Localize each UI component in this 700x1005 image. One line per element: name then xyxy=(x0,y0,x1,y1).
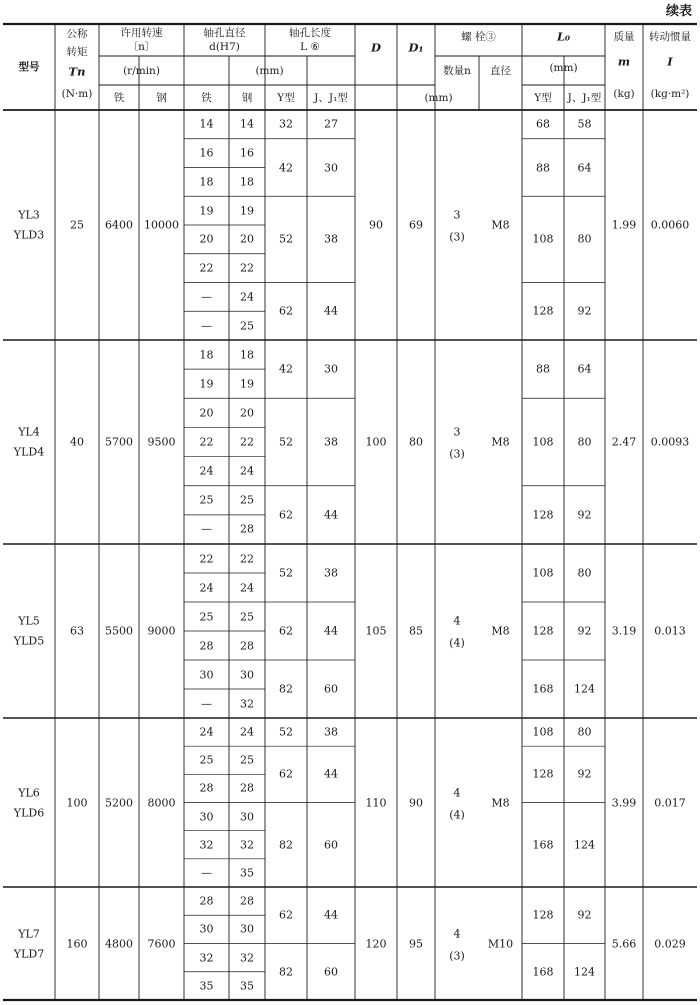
model-name: YL5 xyxy=(18,614,40,628)
bore-steel: 24 xyxy=(240,464,254,478)
diameter-D1: 95 xyxy=(409,937,423,950)
header-D1: D₁ xyxy=(408,40,424,55)
length-y: 82 xyxy=(279,682,293,696)
bore-iron: 24 xyxy=(199,464,214,478)
length-j: 60 xyxy=(324,838,338,852)
bolt-diameter: M8 xyxy=(491,435,510,449)
L0-j: 58 xyxy=(577,117,592,131)
speed-steel: 9500 xyxy=(147,435,176,449)
bore-iron: 22 xyxy=(199,261,214,275)
bore-steel: 24 xyxy=(240,725,254,739)
bore-steel: 30 xyxy=(240,668,254,681)
bore-steel: 20 xyxy=(240,406,254,420)
L0-j: 80 xyxy=(577,435,592,449)
header-speed: 许用转速 xyxy=(120,26,163,39)
bore-iron: — xyxy=(201,697,212,710)
bore-steel: 16 xyxy=(240,146,254,160)
length-j: 44 xyxy=(324,304,338,318)
length-j: 38 xyxy=(324,232,338,246)
L0-j: 80 xyxy=(577,232,592,246)
bore-steel: 28 xyxy=(240,781,254,795)
mass: 3.19 xyxy=(611,624,637,638)
header-mass: 质量 xyxy=(613,30,635,43)
mass: 3.99 xyxy=(611,796,637,809)
length-y: 52 xyxy=(279,435,293,449)
header-steel: 钢 xyxy=(156,91,167,104)
inertia: 0.0060 xyxy=(650,218,690,232)
diameter-D: 110 xyxy=(365,796,387,809)
bore-iron: 28 xyxy=(199,781,214,795)
L0-j: 92 xyxy=(577,908,592,922)
header-length-symbol: L ⑥ xyxy=(300,40,320,53)
bore-iron: — xyxy=(201,319,212,333)
bore-steel: 22 xyxy=(240,435,254,449)
header-bolt: 螺 栓③ xyxy=(461,30,496,43)
length-j: 38 xyxy=(324,435,338,449)
length-y: 62 xyxy=(279,624,293,638)
bore-iron: 22 xyxy=(199,435,214,449)
header-dimension-unit: (mm) xyxy=(424,91,453,104)
bore-steel: 25 xyxy=(240,753,254,767)
header-model: 型号 xyxy=(18,60,40,73)
header-j-type: J、J₁型 xyxy=(567,91,602,104)
model-name: YLD6 xyxy=(13,806,45,819)
L0-j: 92 xyxy=(577,624,592,638)
bolt-diameter: M8 xyxy=(491,796,510,809)
table-grid xyxy=(3,22,697,1002)
diameter-D: 120 xyxy=(365,937,387,950)
bore-iron: 30 xyxy=(199,668,214,681)
length-y: 82 xyxy=(279,838,293,852)
diameter-D1: 69 xyxy=(409,218,423,232)
L0-y: 108 xyxy=(532,435,554,449)
mass: 2.47 xyxy=(611,435,637,449)
length-j: 44 xyxy=(324,624,338,638)
header-torque-symbol: Tn xyxy=(68,64,86,79)
bore-steel: 28 xyxy=(240,894,254,908)
L0-j: 64 xyxy=(577,362,592,376)
diameter-D: 100 xyxy=(365,435,387,449)
bore-steel: 18 xyxy=(240,348,254,362)
length-y: 52 xyxy=(279,232,293,246)
bore-iron: 28 xyxy=(199,894,214,908)
speed-iron: 5200 xyxy=(105,796,133,809)
bore-iron: 18 xyxy=(199,348,214,362)
bore-iron: 32 xyxy=(199,838,214,852)
L0-j: 80 xyxy=(577,725,592,739)
bolt-count-alt: (3) xyxy=(449,230,465,244)
bore-steel: 28 xyxy=(240,639,254,652)
length-y: 52 xyxy=(279,725,293,739)
bore-steel: 24 xyxy=(240,290,254,304)
L0-j: 92 xyxy=(577,508,592,522)
speed-iron: 5700 xyxy=(105,435,133,449)
bore-steel: 32 xyxy=(240,838,254,852)
diameter-D: 105 xyxy=(365,624,387,638)
header-D: D xyxy=(371,40,381,55)
L0-y: 108 xyxy=(532,566,554,580)
L0-j: 124 xyxy=(574,682,595,696)
diameter-D1: 80 xyxy=(409,435,423,449)
speed-steel: 10000 xyxy=(144,218,179,232)
bolt-count-alt: (4) xyxy=(449,808,465,821)
bolt-count: 4 xyxy=(453,614,461,628)
L0-y: 128 xyxy=(532,767,554,781)
header-inertia-unit: (kg·m²) xyxy=(650,87,690,100)
L0-y: 68 xyxy=(536,117,550,131)
header-mass-unit: (kg) xyxy=(613,87,635,100)
model-name: YL4 xyxy=(18,425,40,439)
header-torque: 转矩 xyxy=(66,45,88,58)
speed-iron: 6400 xyxy=(105,218,133,232)
length-j: 30 xyxy=(324,362,338,376)
L0-y: 168 xyxy=(532,965,554,979)
length-y: 62 xyxy=(279,908,293,922)
length-y: 52 xyxy=(279,566,293,580)
header-speed-symbol: 〔n〕 xyxy=(127,40,156,53)
bore-iron: 25 xyxy=(199,753,214,767)
continuation-label: 续表 xyxy=(665,4,692,19)
bolt-count: 3 xyxy=(453,208,461,222)
bore-iron: 20 xyxy=(199,406,214,420)
bore-steel: 19 xyxy=(240,377,254,391)
coupling-spec-table xyxy=(3,22,697,1002)
length-j: 60 xyxy=(324,965,338,979)
length-y: 82 xyxy=(279,965,293,979)
torque: 63 xyxy=(70,624,84,638)
L0-y: 108 xyxy=(532,725,554,739)
bore-iron: 35 xyxy=(199,979,214,993)
header-speed-unit: (r/min) xyxy=(123,64,160,77)
header-length: 轴孔长度 xyxy=(289,26,331,39)
bore-steel: 20 xyxy=(240,232,254,246)
bore-steel: 35 xyxy=(240,979,254,993)
header-y-type: Y型 xyxy=(534,91,552,104)
length-y: 42 xyxy=(279,161,293,174)
L0-y: 108 xyxy=(532,232,554,246)
diameter-D1: 90 xyxy=(409,796,423,809)
bore-steel: 25 xyxy=(240,319,254,333)
torque: 100 xyxy=(66,796,88,809)
bore-steel: 25 xyxy=(240,610,254,623)
bore-steel: 14 xyxy=(240,117,254,131)
header-steel: 钢 xyxy=(241,91,253,104)
L0-j: 124 xyxy=(574,838,595,852)
length-j: 27 xyxy=(324,117,338,131)
bore-steel: 18 xyxy=(240,175,254,189)
torque: 25 xyxy=(70,218,84,232)
L0-j: 92 xyxy=(577,304,592,318)
speed-iron: 4800 xyxy=(105,937,133,950)
mass: 1.99 xyxy=(611,218,637,232)
bore-iron: 25 xyxy=(199,493,214,507)
model-name: YL7 xyxy=(18,927,40,940)
bore-iron: 22 xyxy=(199,552,214,565)
bore-steel: 30 xyxy=(240,922,254,936)
header-iron: 铁 xyxy=(201,91,212,104)
torque: 160 xyxy=(66,937,88,950)
header-y-type: Y型 xyxy=(277,91,295,104)
length-y: 62 xyxy=(279,508,293,522)
header-inertia: 转动惯量 xyxy=(649,30,691,43)
L0-j: 80 xyxy=(577,566,592,580)
length-y: 62 xyxy=(279,767,293,781)
bore-iron: — xyxy=(201,866,212,880)
speed-steel: 8000 xyxy=(147,796,176,809)
bore-iron: 30 xyxy=(199,810,214,824)
bore-iron: 20 xyxy=(199,232,214,246)
bolt-count: 4 xyxy=(453,927,461,940)
model-name: YLD4 xyxy=(13,445,45,459)
header-bore: 轴孔直径 xyxy=(203,26,246,39)
bore-iron: 24 xyxy=(199,581,214,594)
L0-y: 128 xyxy=(532,508,554,522)
header-j-type: J、J₁型 xyxy=(314,91,348,104)
length-y: 32 xyxy=(279,117,293,131)
bore-iron: 16 xyxy=(199,146,214,160)
L0-y: 168 xyxy=(532,682,554,696)
bolt-count-alt: (3) xyxy=(449,447,465,461)
bore-steel: 25 xyxy=(240,493,254,507)
mass: 5.66 xyxy=(611,937,637,950)
length-j: 30 xyxy=(324,161,338,174)
header-torque-unit: (N·m) xyxy=(61,87,93,100)
bore-iron: 25 xyxy=(199,610,214,623)
model-name: YLD5 xyxy=(13,634,45,648)
bolt-count: 3 xyxy=(453,425,461,439)
header-torque: 公称 xyxy=(66,27,88,40)
diameter-D1: 85 xyxy=(409,624,423,638)
bore-steel: 22 xyxy=(240,261,254,275)
bolt-count-alt: (3) xyxy=(449,949,465,962)
header-bore-unit: (mm) xyxy=(255,64,284,77)
speed-iron: 5500 xyxy=(105,624,133,638)
header-bore-symbol: d(H7) xyxy=(209,40,240,53)
inertia: 0.0093 xyxy=(650,435,690,449)
header-inertia-symbol: I xyxy=(667,54,673,69)
L0-y: 168 xyxy=(532,838,554,852)
bore-iron: 28 xyxy=(199,639,214,652)
model-name: YL3 xyxy=(18,208,40,222)
bolt-diameter: M10 xyxy=(487,937,514,950)
bore-iron: 24 xyxy=(199,725,214,739)
bore-iron: 18 xyxy=(199,175,214,189)
torque: 40 xyxy=(70,435,84,449)
model-name: YLD7 xyxy=(13,947,45,960)
bore-iron: 30 xyxy=(199,922,214,936)
L0-y: 88 xyxy=(536,161,550,174)
bore-steel: 22 xyxy=(240,552,254,565)
L0-y: 128 xyxy=(532,304,554,318)
speed-steel: 7600 xyxy=(147,937,176,950)
bore-steel: 28 xyxy=(240,522,254,536)
length-j: 60 xyxy=(324,682,338,696)
bore-iron: 32 xyxy=(199,951,214,965)
length-j: 44 xyxy=(324,908,338,922)
diameter-D: 90 xyxy=(369,218,383,232)
bore-steel: 19 xyxy=(240,204,254,218)
L0-y: 128 xyxy=(532,908,554,922)
header-bolt-dia: 直径 xyxy=(490,64,511,77)
L0-j: 92 xyxy=(577,767,592,781)
length-y: 42 xyxy=(279,362,293,376)
bore-steel: 32 xyxy=(240,951,254,965)
model-name: YLD3 xyxy=(13,228,45,242)
length-j: 44 xyxy=(324,508,338,522)
inertia: 0.029 xyxy=(654,937,686,950)
inertia: 0.017 xyxy=(654,796,686,809)
bore-iron: 14 xyxy=(199,117,214,131)
speed-steel: 9000 xyxy=(147,624,176,638)
length-j: 44 xyxy=(324,767,338,781)
length-j: 38 xyxy=(324,725,338,739)
bore-steel: 30 xyxy=(240,810,254,824)
bore-steel: 32 xyxy=(240,697,254,710)
length-j: 38 xyxy=(324,566,338,580)
model-name: YL6 xyxy=(18,786,40,799)
bolt-count-alt: (4) xyxy=(449,636,465,650)
bore-steel: 35 xyxy=(240,866,254,880)
L0-j: 64 xyxy=(577,161,592,174)
bolt-count: 4 xyxy=(453,786,461,799)
length-y: 62 xyxy=(279,304,293,318)
bolt-diameter: M8 xyxy=(491,624,510,638)
bore-iron: — xyxy=(201,522,212,536)
bore-iron: 19 xyxy=(199,377,214,391)
L0-y: 128 xyxy=(532,624,554,638)
bore-steel: 24 xyxy=(240,581,254,594)
bolt-diameter: M8 xyxy=(491,218,510,232)
header-iron: 铁 xyxy=(113,91,125,104)
L0-j: 124 xyxy=(574,965,595,979)
header-bolt-qty: 数量n xyxy=(443,64,471,77)
bore-iron: 19 xyxy=(199,204,214,218)
header-L0: L₀ xyxy=(556,29,571,44)
header-mass-symbol: m xyxy=(617,54,631,69)
header-L0-unit: (mm) xyxy=(549,61,578,74)
L0-y: 88 xyxy=(536,362,550,376)
inertia: 0.013 xyxy=(654,624,686,638)
bore-iron: — xyxy=(201,290,212,304)
